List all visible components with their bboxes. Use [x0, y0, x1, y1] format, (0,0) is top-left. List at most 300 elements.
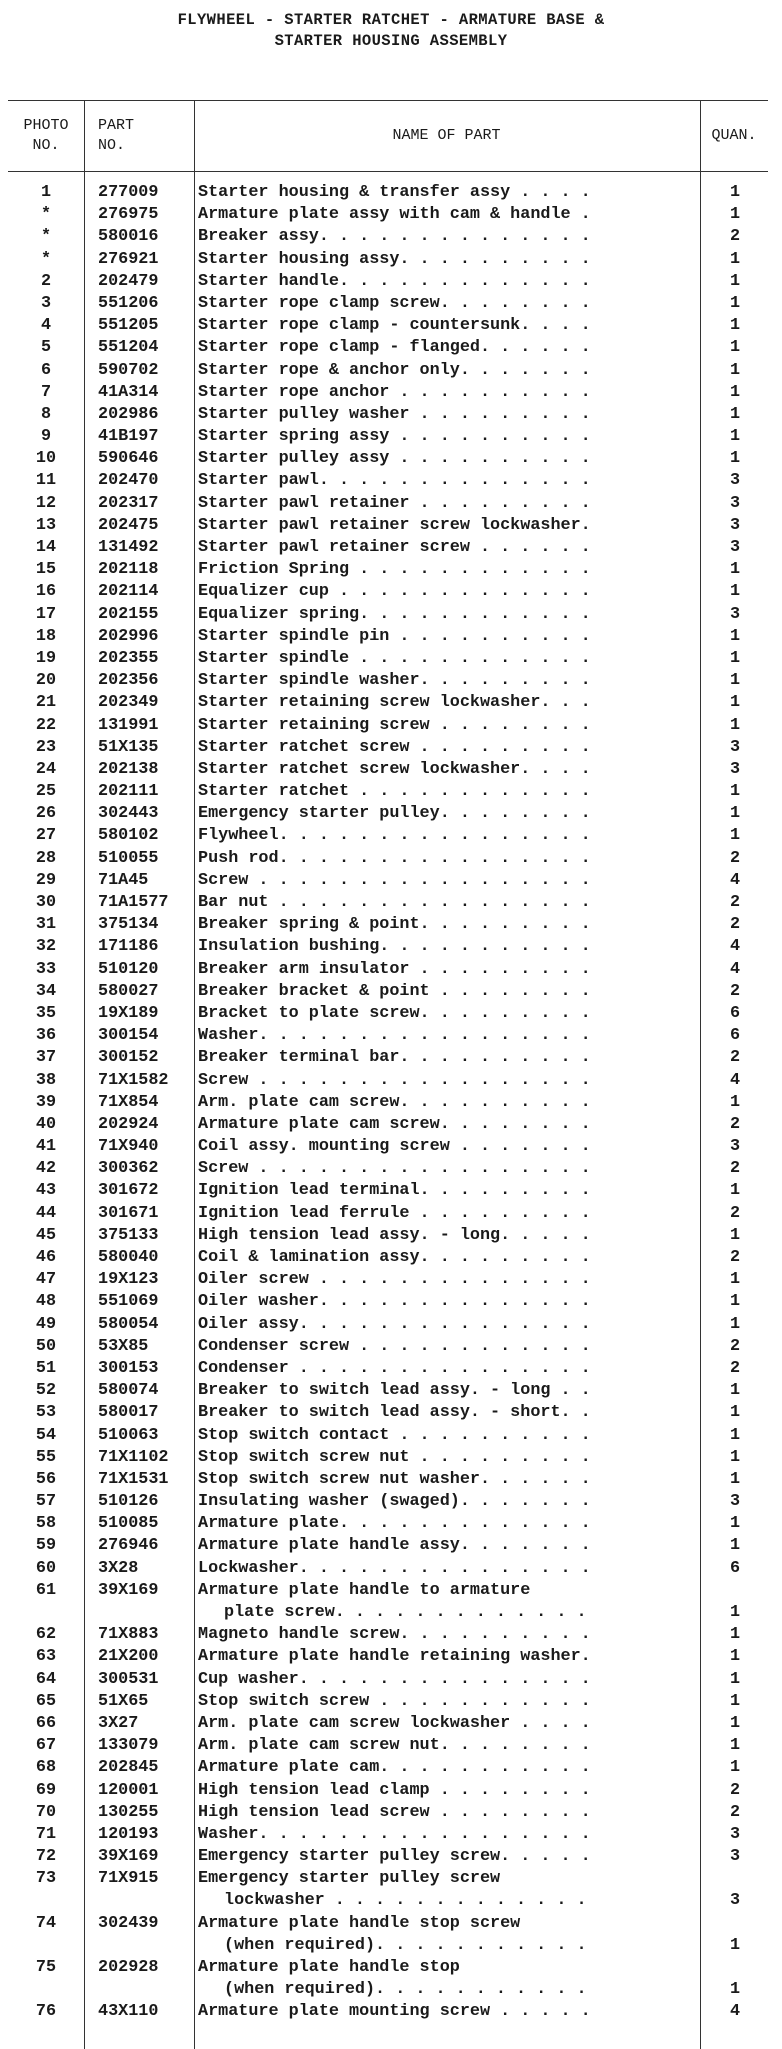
- table-header: [8, 101, 768, 172]
- part-name-cell: Starter pawl retainer screw . . . . . .: [198, 538, 591, 557]
- part-number-cell: 202355: [98, 648, 159, 668]
- quantity-cell: 1: [729, 1292, 741, 1312]
- table-row: [8, 1802, 768, 1824]
- table-row: [8, 1846, 768, 1868]
- part-number-cell: 41A314: [98, 382, 159, 402]
- photo-number-cell: 3: [40, 293, 52, 313]
- quantity-cell: 2: [729, 915, 741, 935]
- part-name-cell: Starter pawl retainer screw lockwasher.: [198, 515, 591, 535]
- part-name-cell: Starter pulley assy . . . . . . . . . .: [198, 449, 591, 469]
- quantity-cell: 1: [729, 1758, 741, 1778]
- part-name-cell: Arm. plate cam screw nut. . . . . . . .: [198, 1736, 591, 1756]
- quantity-cell: 2: [729, 1802, 741, 1822]
- table-row: [8, 848, 768, 870]
- photo-number-cell: 51: [35, 1358, 57, 1378]
- part-name-cell: Bar nut . . . . . . . . . . . . . . . .: [198, 893, 591, 912]
- part-name-cell: Emergency starter pulley screw: [198, 1869, 501, 1889]
- quantity-cell: 1: [729, 1181, 741, 1201]
- table-row: [8, 737, 768, 759]
- part-name-cell: Condenser screw . . . . . . . . . . . .: [198, 1336, 591, 1356]
- part-name-cell: Breaker assy. . . . . . . . . . . . . .: [198, 227, 591, 247]
- part-number-cell: 300153: [98, 1358, 159, 1378]
- part-name-cell: Insulation bushing. . . . . . . . . . .: [198, 937, 591, 957]
- table-row: [8, 493, 768, 515]
- photo-number-cell: 62: [35, 1625, 57, 1645]
- part-name-cell: Equalizer spring. . . . . . . . . . . .: [198, 604, 591, 624]
- part-name-cell: Screw . . . . . . . . . . . . . . . . .: [198, 1070, 591, 1090]
- table-row: [8, 1380, 768, 1402]
- part-name-cell: Armature plate handle to armature: [198, 1580, 531, 1600]
- part-name-cell: Starter spring assy . . . . . . . . . .: [198, 427, 591, 447]
- table-row: [8, 1669, 768, 1691]
- part-number-cell: 120193: [98, 1824, 159, 1844]
- part-name-cell: Coil assy. mounting screw . . . . . . .: [198, 1137, 591, 1157]
- photo-number-cell: 2: [40, 271, 52, 291]
- part-name-cell: Emergency starter pulley. . . . . . . .: [198, 804, 591, 824]
- part-name-cell: Washer. . . . . . . . . . . . . . . . .: [198, 1026, 591, 1046]
- table-row: [8, 1425, 768, 1447]
- table-row: [8, 803, 768, 825]
- part-number-cell: 300362: [98, 1159, 159, 1179]
- quantity-cell: 2: [729, 1203, 741, 1223]
- part-name-cell: Starter rope clamp screw. . . . . . . .: [198, 293, 591, 313]
- photo-number-cell: 45: [35, 1225, 57, 1245]
- photo-number-cell: 9: [40, 427, 52, 447]
- table-row: [8, 1070, 768, 1092]
- part-name-cell: Ignition lead terminal. . . . . . . . .: [198, 1181, 591, 1201]
- photo-number-cell: 28: [35, 848, 57, 868]
- photo-number-cell: 53: [35, 1403, 57, 1423]
- part-name-cell: Starter handle. . . . . . . . . . . . .: [198, 271, 591, 291]
- photo-number-cell: 17: [35, 604, 57, 624]
- quantity-cell: 1: [729, 1647, 741, 1667]
- part-name-cell: Starter spindle pin . . . . . . . . . .: [198, 626, 591, 646]
- part-number-cell: 120001: [98, 1780, 159, 1800]
- table-row: [8, 1047, 768, 1069]
- part-name-cell: Oiler screw . . . . . . . . . . . . . .: [198, 1270, 591, 1290]
- photo-number-cell: 8: [40, 404, 52, 424]
- quantity-cell: 1: [729, 1425, 741, 1445]
- part-number-cell: 580102: [98, 826, 159, 846]
- quantity-cell: 1: [729, 338, 741, 358]
- table-row: [8, 981, 768, 1003]
- table-row: [8, 1624, 768, 1646]
- quantity-cell: 1: [729, 715, 741, 735]
- part-name-cell: Starter pulley washer . . . . . . . . .: [198, 404, 591, 424]
- part-number-cell: 375134: [98, 915, 159, 935]
- part-name-cell: Magneto handle screw. . . . . . . . . .: [198, 1625, 591, 1645]
- part-number-cell: 580027: [98, 981, 159, 1001]
- part-number-cell: 276921: [98, 249, 159, 269]
- part-number-cell: 580054: [98, 1314, 159, 1334]
- photo-number-cell: 21: [35, 693, 57, 713]
- table-row: [8, 1291, 768, 1313]
- parts-table: [8, 100, 768, 2024]
- part-name-cell: Armature plate handle assy. . . . . . .: [198, 1536, 591, 1556]
- photo-number-cell: *: [40, 227, 52, 247]
- photo-number-cell: 65: [35, 1691, 57, 1711]
- part-number-cell: 510063: [98, 1425, 159, 1445]
- quantity-cell: 3: [729, 1824, 741, 1844]
- table-row: [8, 626, 768, 648]
- quantity-cell: 2: [729, 1248, 741, 1267]
- header-quantity: QUAN.: [711, 127, 757, 144]
- photo-number-cell: 20: [35, 671, 57, 691]
- part-number-cell: 300154: [98, 1026, 159, 1046]
- quantity-cell: 3: [729, 604, 741, 624]
- part-name-cell: Armature plate. . . . . . . . . . . . .: [198, 1514, 591, 1534]
- part-number-cell: 39X169: [98, 1847, 159, 1867]
- quantity-cell: 3: [729, 515, 741, 535]
- table-row: [8, 182, 768, 204]
- photo-number-cell: 26: [35, 804, 57, 824]
- quantity-cell: 1: [729, 183, 741, 202]
- part-number-cell: 3X27: [98, 1713, 139, 1733]
- photo-number-cell: 58: [35, 1514, 57, 1534]
- part-name-cell: Condenser . . . . . . . . . . . . . . .: [198, 1358, 591, 1378]
- quantity-cell: 3: [729, 1137, 741, 1157]
- photo-number-cell: 71: [35, 1824, 57, 1844]
- table-row: [8, 1003, 768, 1025]
- part-name-cell: Armature plate handle stop: [198, 1958, 460, 1978]
- part-number-cell: 277009: [98, 183, 159, 202]
- part-number-cell: 202924: [98, 1114, 159, 1134]
- photo-number-cell: 46: [35, 1248, 57, 1267]
- part-name-continuation-cell: (when required). . . . . . . . . . .: [224, 1980, 587, 2000]
- column-divider-part: [194, 101, 195, 2049]
- quantity-cell: 2: [729, 981, 741, 1001]
- table-row: [8, 581, 768, 603]
- quantity-cell: 1: [729, 404, 741, 424]
- table-row: [8, 1025, 768, 1047]
- photo-number-cell: 29: [35, 870, 57, 890]
- part-number-cell: 202479: [98, 271, 159, 291]
- part-name-cell: Stop switch screw . . . . . . . . . . .: [198, 1691, 591, 1711]
- table-row: [8, 1957, 768, 2001]
- photo-number-cell: 4: [40, 316, 52, 336]
- quantity-cell: 1: [729, 648, 741, 668]
- part-name-cell: Insulating washer (swaged). . . . . . .: [198, 1492, 591, 1512]
- quantity-cell: 1: [729, 1469, 741, 1489]
- part-number-cell: 202996: [98, 626, 159, 646]
- table-row: [8, 515, 768, 537]
- table-row: [8, 1757, 768, 1779]
- part-number-cell: 510126: [98, 1492, 159, 1512]
- quantity-cell: 2: [729, 1159, 741, 1179]
- photo-number-cell: 32: [35, 937, 57, 957]
- part-number-cell: 276946: [98, 1536, 159, 1556]
- part-name-cell: Starter housing assy. . . . . . . . . .: [198, 249, 591, 269]
- photo-number-cell: 25: [35, 782, 57, 802]
- table-row: [8, 1402, 768, 1424]
- part-number-cell: 202845: [98, 1758, 159, 1778]
- quantity-cell: 2: [729, 848, 741, 868]
- quantity-cell: 1: [729, 1980, 741, 2000]
- part-number-cell: 171186: [98, 937, 159, 957]
- quantity-cell: 6: [729, 1026, 741, 1046]
- part-number-cell: 202356: [98, 671, 159, 691]
- part-number-cell: 580017: [98, 1403, 159, 1423]
- quantity-cell: 1: [729, 826, 741, 846]
- photo-number-cell: 19: [35, 648, 57, 668]
- part-number-cell: 510055: [98, 848, 159, 868]
- photo-number-cell: 68: [35, 1758, 57, 1778]
- part-name-cell: Washer. . . . . . . . . . . . . . . . .: [198, 1824, 591, 1844]
- part-name-cell: Coil & lamination assy. . . . . . . . .: [198, 1248, 591, 1267]
- table-row: [8, 914, 768, 936]
- table-row: [8, 1713, 768, 1735]
- part-number-cell: 131991: [98, 715, 159, 735]
- photo-number-cell: 74: [35, 1913, 57, 1933]
- part-number-cell: 510120: [98, 959, 159, 979]
- quantity-cell: 3: [729, 1891, 741, 1911]
- photo-number-cell: 35: [35, 1003, 57, 1023]
- quantity-cell: 1: [729, 382, 741, 402]
- table-row: [8, 959, 768, 981]
- part-name-cell: Armature plate cam. . . . . . . . . . .: [198, 1758, 591, 1778]
- part-number-cell: 202118: [98, 560, 159, 580]
- photo-number-cell: 57: [35, 1492, 57, 1512]
- part-number-cell: 39X169: [98, 1580, 159, 1600]
- table-row: [8, 1913, 768, 1957]
- quantity-cell: 1: [729, 671, 741, 691]
- table-row: [8, 1336, 768, 1358]
- quantity-cell: 1: [729, 1625, 741, 1645]
- table-row: [8, 648, 768, 670]
- part-number-cell: 71A45: [98, 870, 149, 890]
- quantity-cell: 1: [729, 1092, 741, 1112]
- quantity-cell: 1: [729, 1381, 741, 1401]
- part-number-cell: 551206: [98, 293, 159, 313]
- part-name-cell: Stop switch screw nut . . . . . . . . .: [198, 1447, 591, 1467]
- part-name-continuation-cell: (when required). . . . . . . . . . .: [224, 1935, 587, 1955]
- photo-number-cell: 33: [35, 959, 57, 979]
- photo-number-cell: 54: [35, 1425, 57, 1445]
- part-name-cell: Breaker spring & point. . . . . . . . .: [198, 915, 591, 935]
- quantity-cell: 1: [729, 449, 741, 469]
- quantity-cell: 1: [729, 1669, 741, 1689]
- part-number-cell: 301672: [98, 1181, 159, 1201]
- part-name-cell: Armature plate cam screw. . . . . . . .: [198, 1114, 591, 1134]
- part-number-cell: 71X915: [98, 1869, 159, 1889]
- part-number-cell: 71X1531: [98, 1469, 169, 1489]
- photo-number-cell: 11: [35, 471, 57, 491]
- table-row: [8, 892, 768, 914]
- table-row: [8, 1136, 768, 1158]
- quantity-cell: 2: [729, 1780, 741, 1800]
- part-name-cell: Starter spindle washer. . . . . . . . .: [198, 671, 591, 691]
- table-row: [8, 1824, 768, 1846]
- table-row: [8, 1158, 768, 1180]
- table-row: [8, 271, 768, 293]
- photo-number-cell: 56: [35, 1469, 57, 1489]
- part-name-cell: Starter housing & transfer assy . . . .: [198, 183, 591, 202]
- quantity-cell: 2: [729, 1336, 741, 1356]
- part-name-cell: Armature plate assy with cam & handle .: [198, 205, 591, 225]
- table-row: [8, 1092, 768, 1114]
- table-row: [8, 1247, 768, 1269]
- part-name-cell: Breaker arm insulator . . . . . . . . .: [198, 959, 591, 979]
- quantity-cell: 1: [729, 560, 741, 580]
- part-name-cell: Friction Spring . . . . . . . . . . . .: [198, 560, 591, 580]
- part-number-cell: 71X883: [98, 1625, 159, 1645]
- title-line-1: FLYWHEEL - STARTER RATCHET - ARMATURE BASE &: [177, 11, 605, 29]
- part-name-cell: Cup washer. . . . . . . . . . . . . . .: [198, 1669, 591, 1689]
- table-row: [8, 204, 768, 226]
- part-name-cell: Starter retaining screw lockwasher. . .: [198, 693, 591, 713]
- quantity-cell: 1: [729, 249, 741, 269]
- photo-number-cell: 16: [35, 582, 57, 602]
- page-title: [0, 10, 782, 52]
- photo-number-cell: 69: [35, 1780, 57, 1800]
- photo-number-cell: 43: [35, 1181, 57, 1201]
- part-number-cell: 276975: [98, 205, 159, 225]
- table-row: [8, 1447, 768, 1469]
- quantity-cell: 1: [729, 1691, 741, 1711]
- part-name-cell: High tension lead screw . . . . . . . .: [198, 1802, 591, 1822]
- table-row: [8, 293, 768, 315]
- table-row: [8, 692, 768, 714]
- quantity-cell: 1: [729, 293, 741, 313]
- part-number-cell: 551205: [98, 316, 159, 336]
- photo-number-cell: 34: [35, 981, 57, 1001]
- column-divider-photo: [84, 101, 85, 2049]
- part-number-cell: 41B197: [98, 427, 159, 447]
- part-name-cell: Starter rope anchor . . . . . . . . . .: [198, 382, 591, 402]
- photo-number-cell: 23: [35, 737, 57, 757]
- quantity-cell: 1: [729, 1935, 741, 1955]
- part-number-cell: 202114: [98, 582, 159, 602]
- part-number-cell: 43X110: [98, 2002, 159, 2022]
- photo-number-cell: 63: [35, 1647, 57, 1667]
- table-row: [8, 1868, 768, 1912]
- part-number-cell: 300152: [98, 1048, 159, 1068]
- photo-number-cell: 27: [35, 826, 57, 846]
- part-name-cell: Starter rope clamp - countersunk. . . .: [198, 316, 591, 336]
- quantity-cell: 3: [729, 759, 741, 779]
- part-name-cell: Starter retaining screw . . . . . . . .: [198, 715, 591, 735]
- quantity-cell: 1: [729, 1270, 741, 1290]
- quantity-cell: 2: [729, 1114, 741, 1134]
- photo-number-cell: 36: [35, 1026, 57, 1046]
- quantity-cell: 6: [729, 1558, 741, 1578]
- part-name-cell: Armature plate handle stop screw: [198, 1913, 521, 1933]
- part-name-cell: Lockwasher. . . . . . . . . . . . . . .: [198, 1558, 591, 1578]
- part-name-continuation-cell: plate screw. . . . . . . . . . . . .: [224, 1603, 587, 1622]
- part-number-cell: 133079: [98, 1736, 159, 1756]
- table-row: [8, 448, 768, 470]
- part-number-cell: 202986: [98, 404, 159, 424]
- quantity-cell: 1: [729, 1314, 741, 1334]
- part-number-cell: 202475: [98, 515, 159, 535]
- part-number-cell: 130255: [98, 1802, 159, 1822]
- part-number-cell: 3X28: [98, 1558, 139, 1578]
- table-row: [8, 382, 768, 404]
- photo-number-cell: 64: [35, 1669, 57, 1689]
- photo-number-cell: *: [40, 205, 52, 225]
- quantity-cell: 1: [729, 1225, 741, 1245]
- photo-number-cell: 59: [35, 1536, 57, 1556]
- quantity-cell: 1: [729, 693, 741, 713]
- photo-number-cell: 55: [35, 1447, 57, 1467]
- quantity-cell: 1: [729, 1536, 741, 1556]
- table-row: [8, 1513, 768, 1535]
- part-number-cell: 202111: [98, 782, 159, 802]
- photo-number-cell: 50: [35, 1336, 57, 1356]
- photo-number-cell: 41: [35, 1137, 57, 1157]
- table-row: [8, 1180, 768, 1202]
- part-number-cell: 202138: [98, 759, 159, 779]
- photo-number-cell: 37: [35, 1048, 57, 1068]
- quantity-cell: 1: [729, 316, 741, 336]
- table-row: [8, 759, 768, 781]
- table-row: [8, 1269, 768, 1291]
- quantity-cell: 6: [729, 1003, 741, 1023]
- part-name-cell: High tension lead assy. - long. . . . .: [198, 1225, 591, 1245]
- part-name-cell: High tension lead clamp . . . . . . . .: [198, 1780, 591, 1800]
- quantity-cell: 1: [729, 582, 741, 602]
- table-row: [8, 1780, 768, 1802]
- photo-number-cell: 61: [35, 1580, 57, 1600]
- part-number-cell: 202155: [98, 604, 159, 624]
- part-name-continuation-cell: lockwasher . . . . . . . . . . . . .: [224, 1891, 587, 1911]
- table-body: [8, 172, 768, 2024]
- table-row: [8, 670, 768, 692]
- part-name-cell: Starter rope clamp - flanged. . . . . .: [198, 338, 591, 358]
- table-row: [8, 936, 768, 958]
- part-name-cell: Starter ratchet screw lockwasher. . . .: [198, 759, 591, 779]
- table-row: [8, 1491, 768, 1513]
- table-row: [8, 226, 768, 248]
- part-name-cell: Flywheel. . . . . . . . . . . . . . . .: [198, 826, 591, 846]
- table-row: [8, 360, 768, 382]
- part-name-cell: Arm. plate cam screw. . . . . . . . . .: [198, 1092, 591, 1112]
- quantity-cell: 2: [729, 1358, 741, 1378]
- part-number-cell: 302439: [98, 1913, 159, 1933]
- header-name-of-part: NAME OF PART: [392, 127, 501, 144]
- photo-number-cell: 13: [35, 515, 57, 535]
- part-name-cell: Breaker to switch lead assy. - long . .: [198, 1381, 591, 1401]
- part-name-cell: Push rod. . . . . . . . . . . . . . . .: [198, 848, 591, 868]
- part-number-cell: 202349: [98, 693, 159, 713]
- photo-number-cell: 44: [35, 1203, 57, 1223]
- photo-number-cell: 38: [35, 1070, 57, 1090]
- part-number-cell: 19X189: [98, 1003, 159, 1023]
- part-number-cell: 580040: [98, 1248, 159, 1267]
- table-row: [8, 2001, 768, 2023]
- part-number-cell: 19X123: [98, 1270, 159, 1290]
- quantity-cell: 4: [729, 937, 741, 957]
- part-name-cell: Arm. plate cam screw lockwasher . . . .: [198, 1713, 591, 1733]
- table-row: [8, 781, 768, 803]
- photo-number-cell: 15: [35, 560, 57, 580]
- part-name-cell: Armature plate mounting screw . . . . .: [198, 2002, 591, 2022]
- quantity-cell: 1: [729, 626, 741, 646]
- quantity-cell: 1: [729, 1447, 741, 1467]
- photo-number-cell: 60: [35, 1558, 57, 1578]
- part-number-cell: 580074: [98, 1381, 159, 1401]
- photo-number-cell: 48: [35, 1292, 57, 1312]
- photo-number-cell: 24: [35, 759, 57, 779]
- part-name-cell: Breaker bracket & point . . . . . . . .: [198, 981, 591, 1001]
- part-number-cell: 551069: [98, 1292, 159, 1312]
- part-number-cell: 302443: [98, 804, 159, 824]
- photo-number-cell: 22: [35, 715, 57, 735]
- table-row: [8, 1358, 768, 1380]
- part-name-cell: Starter spindle . . . . . . . . . . . .: [198, 648, 591, 668]
- photo-number-cell: 67: [35, 1736, 57, 1756]
- table-row: [8, 1646, 768, 1668]
